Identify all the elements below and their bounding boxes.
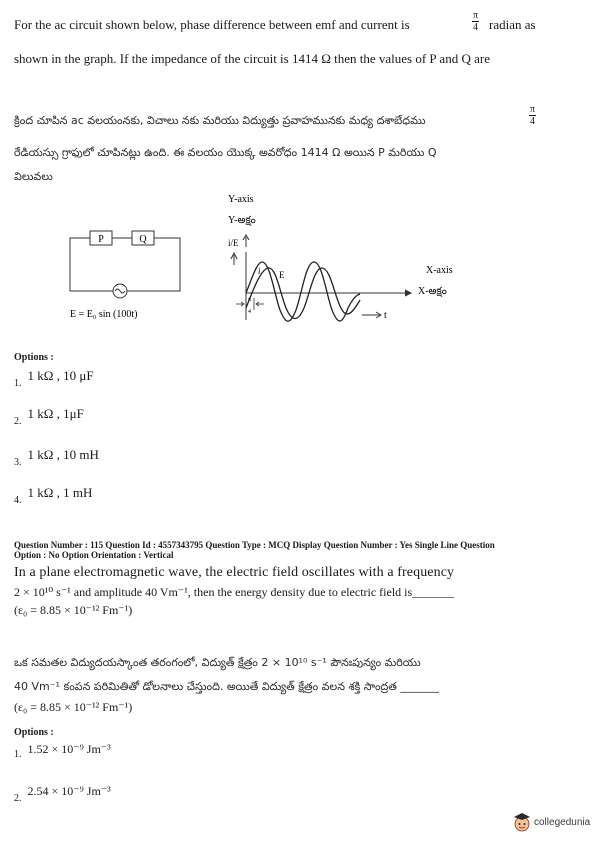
- q2-meta-line1: Question Number : 115 Question Id : 4557343795 Question Type : MCQ Display Question Number : Yes Single Line Question: [14, 540, 495, 550]
- x-axis-label-en: X-axis: [426, 265, 453, 276]
- option-text: 1 kΩ , 10 mH: [27, 447, 99, 462]
- q1-text-line1-end: radian as: [489, 17, 536, 32]
- q2-options-label: Options :: [14, 727, 54, 738]
- q2-option-2[interactable]: [14, 782, 111, 804]
- phase-graph: [222, 190, 472, 335]
- q1-option-3[interactable]: [14, 446, 99, 468]
- q1-telugu-line1: క్రింద చూపిన ac వలయంనకు, విచాలు నకు మరియు విద్యుత్తు ప్రవాహమునకు మధ్య దశాబేధము: [14, 114, 426, 127]
- ac-circuit-diagram: [60, 225, 190, 325]
- label-p: P: [98, 234, 104, 245]
- option-number: 2.: [14, 793, 22, 804]
- option-text: 1 kΩ , 1 mH: [27, 485, 93, 500]
- option-number: 4.: [14, 495, 22, 506]
- x-axis-arrow-icon: [405, 290, 411, 296]
- phase-four-label: 4: [248, 309, 251, 315]
- label-q: Q: [139, 234, 147, 245]
- y-axis-label-te: Y-అక్షం: [228, 215, 256, 226]
- x-axis-label-te: X-అక్షం: [418, 286, 447, 297]
- q2-meta-line2: Option : No Option Orientation : Vertical: [14, 550, 174, 560]
- option-text: 2.54 × 10⁻⁹ Jm⁻³: [27, 784, 111, 798]
- time-label: t: [384, 310, 387, 321]
- y-axis-label-en: Y-axis: [228, 194, 254, 205]
- option-number: 1.: [14, 378, 22, 389]
- phase-pi-label: π: [248, 297, 252, 303]
- q2-text-line1: In a plane electromagnetic wave, the electric field oscillates with a frequency: [14, 565, 455, 580]
- emf-equation: E = E₀ sin (100t): [70, 309, 138, 320]
- y-axis-i-over-e: i/E: [228, 238, 239, 248]
- q2-telugu-line3: (ε₀ = 8.85 × 10⁻¹² Fm⁻¹): [14, 700, 133, 714]
- q2-telugu-line1: ఒక సమతల విద్యుదయస్కాంత తరంగంలో, విద్యుత్ క్షేత్రం 2 × 10¹⁰ s⁻¹ పౌనఃపున్యం మరియు: [14, 656, 421, 669]
- circuit-wire-loop: [70, 238, 180, 291]
- logo-wordmark: collegedunia: [534, 816, 591, 828]
- q1-option-4[interactable]: [14, 484, 93, 506]
- option-text: 1.52 × 10⁻⁹ Jm⁻³: [27, 742, 111, 756]
- q2-text-line3: (ε₀ = 8.85 × 10⁻¹² Fm⁻¹): [14, 603, 133, 617]
- q1-phase-fraction: [472, 10, 479, 33]
- option-number: 3.: [14, 457, 22, 468]
- q2-text-line2: 2 × 10¹⁰ s⁻¹ and amplitude 40 Vm⁻¹, then the energy density due to electric field is_______: [14, 585, 455, 599]
- option-number: 1.: [14, 749, 22, 760]
- q1-telugu-fraction: [529, 104, 536, 127]
- fraction-denominator: 4: [530, 116, 536, 127]
- fraction-numerator: π: [530, 104, 536, 115]
- q1-option-2[interactable]: [14, 405, 84, 427]
- option-number: 2.: [14, 416, 22, 427]
- curve-label-i: i: [258, 266, 261, 276]
- q1-text-line1: For the ac circuit shown below, phase difference between emf and current is: [14, 17, 410, 32]
- q1-telugu-line3: విలువలు: [14, 170, 53, 183]
- option-text: 1 kΩ , 10 μF: [27, 368, 94, 383]
- collegedunia-logo[interactable]: [513, 812, 590, 832]
- q2-telugu-line2: 40 Vm⁻¹ కంపన పరిమితితో డోలనాలు చేస్తుంది. అయితే విద్యుత్ క్షేత్రం వలన శక్తి సాంద్రత _______: [14, 680, 439, 693]
- q1-options-label: Options :: [14, 352, 54, 363]
- q2-option-1[interactable]: [14, 740, 111, 758]
- q1-text-line2: shown in the graph. If the impedance of the circuit is 1414 Ω then the values of P and Q are: [14, 51, 490, 66]
- option-text: 1 kΩ , 1μF: [27, 406, 84, 421]
- graduate-mascot-icon: [513, 812, 531, 832]
- curve-label-e: E: [279, 270, 285, 280]
- q1-option-1[interactable]: [14, 367, 94, 389]
- fraction-denominator: 4: [473, 22, 479, 33]
- fraction-numerator: π: [473, 10, 479, 21]
- q1-telugu-line2: రేడియస్సు గ్రాఫులో చూపినట్లు ఉంది. ఈ వలయం యొక్క అవరోధం 1414 Ω అయిన P మరియు Q: [14, 146, 437, 159]
